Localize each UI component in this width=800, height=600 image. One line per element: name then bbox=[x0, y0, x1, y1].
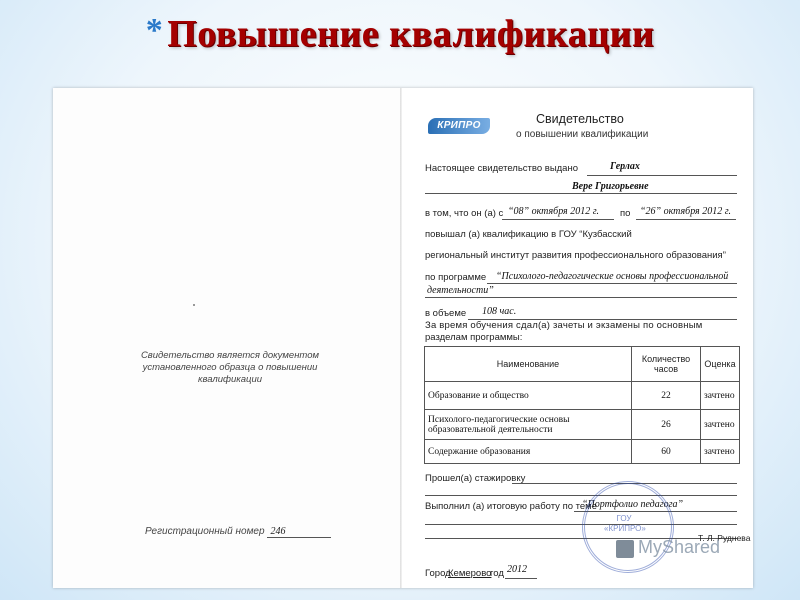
volume-label: в объеме bbox=[425, 308, 467, 319]
page-fold bbox=[400, 88, 402, 588]
subject-hours: 60 bbox=[632, 440, 701, 464]
signatory-name: Т. Л. Руднева bbox=[698, 533, 751, 543]
subject-name: Образование и общество bbox=[425, 382, 632, 410]
subjects-table bbox=[424, 346, 740, 464]
holder-surname: Герлах bbox=[610, 161, 640, 172]
raised-line1: повышал (а) квалификацию в ГОУ “Кузбасский bbox=[425, 229, 632, 240]
header-hours: Количество часов bbox=[632, 347, 701, 382]
subject-name: Содержание образования bbox=[425, 440, 632, 464]
exams-line2: разделам программы: bbox=[425, 332, 523, 343]
internship-rule-2 bbox=[425, 495, 737, 496]
year-label: год bbox=[490, 568, 504, 579]
table-header-row bbox=[425, 347, 740, 382]
city-value: Кемерово bbox=[448, 568, 492, 579]
table-row bbox=[425, 410, 740, 440]
raised-line2: региональный институт развития профессионального образования” bbox=[425, 250, 726, 261]
date-to: “26” октября 2012 г. bbox=[640, 206, 731, 217]
issued-label: Настоящее свидетельство выдано bbox=[425, 163, 578, 174]
program-line2: деятельности” bbox=[427, 285, 494, 296]
table-row bbox=[425, 440, 740, 464]
period-label: в том, что он (а) с bbox=[425, 208, 504, 219]
certificate-left-page bbox=[53, 88, 401, 588]
registration-label: Регистрационный номер bbox=[145, 526, 265, 537]
date-to-line bbox=[636, 219, 736, 220]
final-work-label: Выполнил (а) итоговую работу по теме bbox=[425, 501, 597, 512]
volume-value: 108 час. bbox=[482, 306, 517, 317]
validity-note-line1: Свидетельство является документом bbox=[140, 350, 320, 361]
subject-grade: зачтено bbox=[701, 440, 740, 464]
certificate-subtitle: о повышении квалификации bbox=[516, 129, 649, 140]
speck bbox=[193, 304, 195, 306]
header-grade: Оценка bbox=[701, 347, 740, 382]
validity-note bbox=[130, 350, 330, 386]
year-rule bbox=[505, 578, 537, 579]
table-row bbox=[425, 382, 740, 410]
certificate-title: Свидетельство bbox=[536, 112, 624, 126]
subject-grade: зачтено bbox=[701, 382, 740, 410]
final-work-topic: “Портфолио педагога” bbox=[582, 499, 684, 510]
program-line2-rule bbox=[425, 297, 737, 298]
name-line bbox=[425, 193, 737, 194]
header-name: Наименование bbox=[425, 347, 632, 382]
watermark-icon bbox=[616, 540, 634, 558]
validity-note-line2: установленного образца о повышении квалификации bbox=[142, 362, 318, 385]
final-work-rule-2 bbox=[425, 524, 737, 525]
stamp-text: ГОУ «КРИПРО» bbox=[604, 514, 646, 533]
title-star: * bbox=[145, 12, 164, 49]
date-from: “08” октября 2012 г. bbox=[508, 206, 599, 217]
internship-label: Прошел(а) стажировку bbox=[425, 473, 526, 484]
holder-name: Вере Григорьевне bbox=[572, 181, 649, 192]
watermark-text: MyShared bbox=[638, 537, 721, 557]
slide-title bbox=[0, 12, 800, 56]
issued-line bbox=[587, 175, 737, 176]
registration-number bbox=[145, 526, 331, 538]
year-value: 2012 bbox=[507, 564, 527, 575]
title-text: Повышение квалификации bbox=[167, 13, 655, 55]
program-line1: “Психолого-педагогические основы профессиональной bbox=[496, 271, 729, 282]
program-label: по программе bbox=[425, 272, 487, 283]
subject-hours: 26 bbox=[632, 410, 701, 440]
city-label: Город bbox=[425, 568, 451, 579]
period-to-label: по bbox=[620, 208, 631, 219]
kripro-logo: КРИПРО bbox=[428, 118, 490, 134]
date-from-line bbox=[502, 219, 614, 220]
exams-line1: За время обучения сдал(а) зачеты и экзамены по основным bbox=[425, 320, 703, 331]
subject-hours: 22 bbox=[632, 382, 701, 410]
subject-name: Психолого-педагогические основы образовательной деятельности bbox=[425, 410, 632, 440]
registration-value: 246 bbox=[267, 526, 331, 538]
program-line1-rule bbox=[487, 283, 737, 284]
subject-grade: зачтено bbox=[701, 410, 740, 440]
